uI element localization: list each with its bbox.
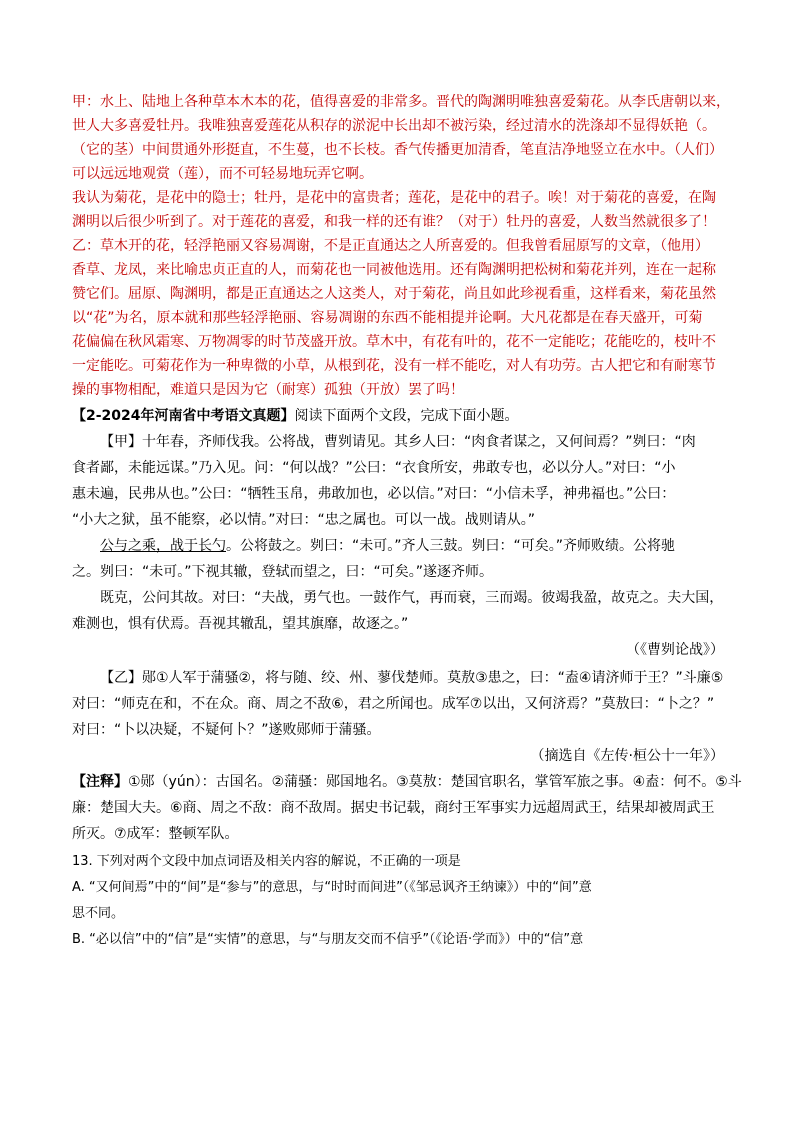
question-source-tag: 【2-2024年河南省中考语文真题】 — [72, 408, 295, 424]
passage-yi-source: （摘选自《左传·桓公十一年》） — [530, 748, 724, 764]
option-b: B. “必以信”中的“信”是“实情”的意思，与“与朋友交而不信乎”（《论语·学而》）中的“信”意 — [72, 932, 584, 947]
passage-jia-p2: 公与之乘，战于长勺。公将鼓之。刿曰：“未可。”齐人三鼓。刿曰：“可矣。”齐师败绩。公将驰 — [100, 538, 676, 554]
passage-yi-line: 对曰：“师克在和，不在众。商、周之不敌⑥，君之所闻也。成军⑦以出，又何济焉？”莫敖曰：“卜之？” — [72, 696, 715, 712]
passage-jia-line: 食者鄙，未能远谋。”乃入见。问：“何以战？”公曰：“衣食所安，弗敢专也，必以分人。”对曰：“小 — [72, 460, 676, 476]
translation-line: 操的事物相配，难道只是因为它（耐寒）孤独（开放）罢了吗！ — [72, 382, 464, 398]
translation-line: 香草、龙凤，来比喻忠贞正直的人，而菊花也一同被他选用。还有陶渊明把松树和菊花并列，连在一起称 — [72, 262, 716, 278]
notes-line: 廉：楚国大夫。⑥商、周之不敌：商不敌周。据史书记载，商纣王军事实力远超周武王，结果却被周武王 — [72, 800, 715, 816]
passage-jia-line: 惠未遍，民弗从也。”公曰：“牺牲玉帛，弗敢加也，必以信。”对曰：“小信未孚，神弗福也。”公曰： — [72, 486, 676, 502]
translation-line: 一定能吃。可菊花作为一种卑微的小草，从根到花，没有一样不能吃，对人有功劳。古人把它和有耐寒节 — [72, 358, 716, 374]
option-a-cont: 思不同。 — [72, 906, 125, 921]
passage-jia-line: “小大之狱，虽不能察，必以情。”对曰：“忠之属也。可以一战。战则请从。” — [72, 512, 536, 528]
passage-jia-source: （《曹刿论战》） — [626, 642, 724, 658]
passage-jia-line: 之。刿曰：“未可。”下视其辙，登轼而望之，曰：“可矣。”遂逐齐师。 — [72, 564, 494, 580]
question-13-stem: 13. 下列对两个文段中加点词语及相关内容的解说，不正确的一项是 — [72, 854, 461, 869]
translation-line: 乙：草木开的花，轻浮艳丽又容易凋谢，不是正直通达之人所喜爱的。但我曾看屈原写的文章，（他用） — [72, 238, 709, 254]
passage-jia-line: 【甲】十年春，齐师伐我。公将战，曹刿请见。其乡人曰：“肉食者谋之，又何间焉？”刿曰：“肉 — [100, 434, 696, 450]
notes-label: 【注释】 — [72, 774, 128, 790]
translation-line: 花偏偏在秋风霜寒、万物凋零的时节茂盛开放。草木中，有花有叶的，花不一定能吃；花能吃的，枝叶不 — [72, 334, 716, 350]
translation-line: 赞它们。屈原、陶渊明，都是正直通达之人这类人，对于菊花，尚且如此珍视看重，这样看来，菊花虽然 — [72, 286, 716, 302]
translation-line: 可以远远地观赏（莲），而不可轻易地玩弄它啊。 — [72, 166, 373, 182]
translation-line: 甲：水上、陆地上各种草本木本的花，值得喜爱的非常多。晋代的陶渊明唯独喜爱菊花。从李氏唐朝以来， — [72, 94, 730, 110]
option-a: A. “又何间焉”中的“间”是“参与”的意思，与“时时而间进”（《邹忌讽齐王纳谏》）中的“间”意 — [72, 880, 592, 895]
translation-line: 渊明以后很少听到了。对于莲花的喜爱，和我一样的还有谁？（对于）牡丹的喜爱，人数当然就很多了！ — [72, 214, 716, 230]
passage-yi-line: 【乙】郧①人军于蒲骚②，将与随、绞、州、蓼伐楚师。莫敖③患之，曰：“盍④请济师于王？”斗廉⑤ — [100, 670, 724, 686]
passage-jia-line: 难测也，惧有伏焉。吾视其辙乱，望其旗靡，故逐之。” — [72, 616, 409, 632]
translation-line: 世人大多喜爱牡丹。我唯独喜爱莲花从积存的淤泥中长出却不被污染，经过清水的洗涤却不显得妖艳（。 — [72, 118, 716, 134]
notes-line: 所灭。⑦成军：整顿军队。 — [72, 826, 239, 842]
passage-yi-line: 对曰：“卜以决疑，不疑何卜？”遂败郧师于蒲骚。 — [72, 722, 381, 738]
translation-line: 我认为菊花，是花中的隐士；牡丹，是花中的富贵者；莲花，是花中的君子。唉！对于菊花的喜爱，在陶 — [72, 190, 716, 206]
passage-jia-line: 既克，公问其故。对曰：“夫战，勇气也。一鼓作气，再而衰，三而竭。彼竭我盈，故克之。夫大国， — [100, 590, 724, 606]
translation-line: （它的茎）中间贯通外形挺直，不生蔓，也不长枝。香气传播更加清香，笔直洁净地竖立在水中。（人们） — [72, 142, 723, 158]
question-header — [72, 404, 724, 428]
translation-line: 以“花”为名，原本就和那些轻浮艳丽、容易凋谢的东西不能相提并论啊。大凡花都是在春天盛开，可菊 — [72, 310, 703, 326]
underlined-sentence: 公与之乘，战于长勺 — [100, 538, 226, 554]
notes-line: 【注释】①郧（yún）：古国名。②蒲骚：郧国地名。③莫敖：楚国官职名，掌管军旅之事。④盍：何不。⑤斗 — [72, 774, 742, 790]
question-instruction: 阅读下面两个文段，完成下面小题。 — [294, 408, 519, 424]
